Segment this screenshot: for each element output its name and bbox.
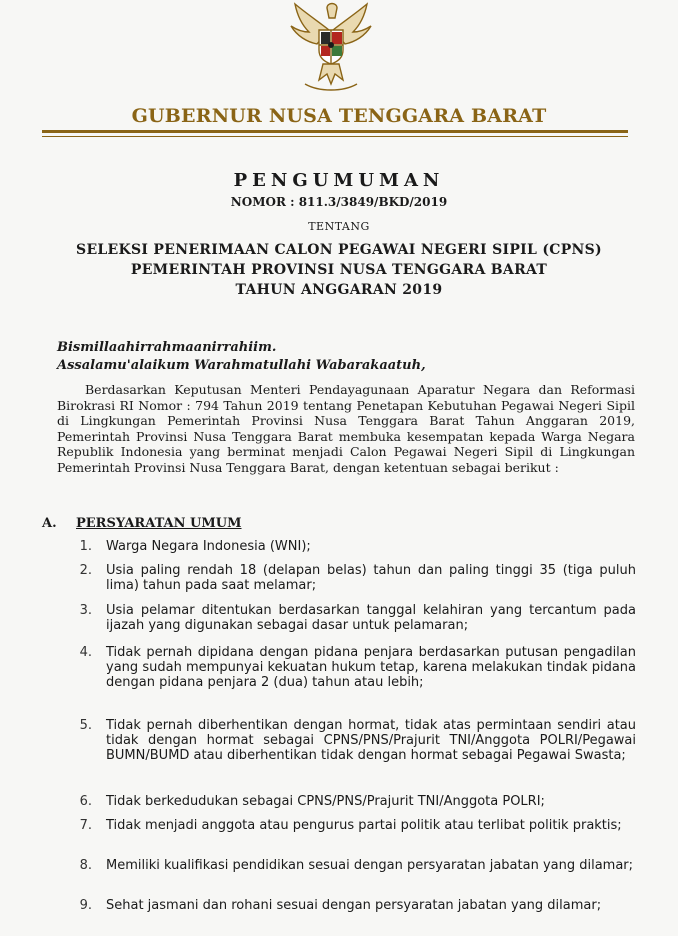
- announcement-number: NOMOR : 811.3/3849/BKD/2019: [230, 195, 448, 209]
- greeting-salam: Assalamu'alaikum Warahmatullahi Wabarakaatuh,: [57, 358, 426, 373]
- announcement-subject-line-2: PEMERINTAH PROVINSI NUSA TENGGARA BARAT: [130, 262, 548, 278]
- list-item-number: 4.: [79, 645, 92, 660]
- letterhead-divider: [42, 130, 628, 133]
- list-item-number: 8.: [79, 858, 92, 873]
- list-item-number: 7.: [79, 818, 92, 833]
- announcement-subject-line-3: TAHUN ANGGARAN 2019: [235, 282, 443, 298]
- letterhead-divider-thin: [42, 136, 628, 137]
- list-item-text: Tidak pernah diberhentikan dengan hormat, tidak atas permintaan sendiri atau tidak dengan hormat sebagai CPNS/PNS/Prajurit TNI/Anggota POLRI/Pegawai BUMN/BUMD atau diberhentikan tidak dengan hormat sebagai Pegawai Swasta;: [106, 718, 636, 764]
- announcement-about: TENTANG: [308, 220, 370, 233]
- list-item-number: 3.: [79, 603, 92, 618]
- announcement-title: PENGUMUMAN: [233, 170, 445, 191]
- list-item-number: 5.: [79, 718, 92, 733]
- section-a-heading: [42, 516, 242, 531]
- garuda-emblem-icon: [283, 0, 379, 96]
- list-item-text: Memiliki kualifikasi pendidikan sesuai dengan persyaratan jabatan yang dilamar;: [106, 858, 634, 873]
- list-item-text: Tidak pernah dipidana dengan pidana penjara berdasarkan putusan pengadilan yang sudah mempunyai kekuatan hukum tetap, karena melakukan tindak pidana dengan pidana penjara 2 (dua) tahun atau lebih;: [106, 645, 636, 691]
- institution-name: GUBERNUR NUSA TENGGARA BARAT: [131, 105, 547, 127]
- list-item-text: Tidak berkedudukan sebagai CPNS/PNS/Prajurit TNI/Anggota POLRI;: [106, 794, 545, 809]
- section-a-title: PERSYARATAN UMUM: [76, 516, 242, 531]
- list-item-number: 6.: [79, 794, 92, 809]
- greeting-basmalah: Bismillaahirrahmaanirrahiim.: [57, 340, 277, 355]
- intro-paragraph: Berdasarkan Keputusan Menteri Pendayagunaan Aparatur Negara dan Reformasi Birokrasi RI Nomor : 794 Tahun 2019 tentang Penetapan Kebutuhan Pegawai Negeri Sipil di Lingkungan Pemerintah Provinsi Nusa Tenggara Barat Tahun Anggaran 2019, Pemerintah Provinsi Nusa Tenggara Barat membuka kesempatan kepada Warga Negara Republik Indonesia yang berminat menjadi Calon Pegawai Negeri Sipil di Lingkungan Pemerintah Provinsi Nusa Tenggara Barat, dengan ketentuan sebagai berikut :: [57, 382, 635, 475]
- announcement-subject-line-1: SELEKSI PENERIMAAN CALON PEGAWAI NEGERI SIPIL (CPNS): [76, 242, 602, 258]
- list-item-text: Usia pelamar ditentukan berdasarkan tanggal kelahiran yang tercantum pada ijazah yang digunakan sebagai dasar untuk pelamaran;: [106, 603, 636, 634]
- list-item-text: Warga Negara Indonesia (WNI);: [106, 539, 311, 554]
- list-item-text: Tidak menjadi anggota atau pengurus partai politik atau terlibat politik praktis;: [106, 818, 622, 833]
- section-a-letter: A.: [42, 516, 57, 531]
- list-item-number: 2.: [79, 563, 92, 578]
- list-item-text: Usia paling rendah 18 (delapan belas) tahun dan paling tinggi 35 (tiga puluh lima) tahun pada saat melamar;: [106, 563, 636, 594]
- list-item-number: 1.: [79, 539, 92, 554]
- list-item-number: 9.: [79, 898, 92, 913]
- list-item-text: Sehat jasmani dan rohani sesuai dengan persyaratan jabatan yang dilamar;: [106, 898, 602, 913]
